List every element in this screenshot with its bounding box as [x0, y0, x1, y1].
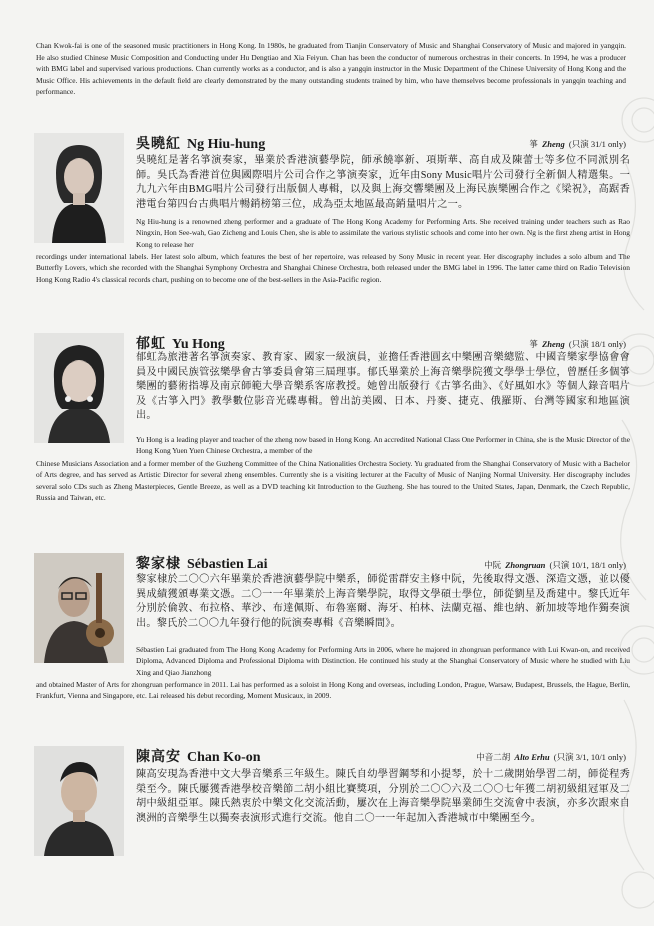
performer-name: 郁虹 Yu Hong — [136, 337, 225, 352]
bio-english-part-2: Chinese Musicians Association and a former member of the Guzheng Committee of the China Nationalities Orchestra Society. Yu graduated from the Shanghai Conservatory of Music with a Bachelor of Arts degree, and has served as Artistic Director for several zheng ensembles. Currently she is a visiting lecturer at the Faculty of Music of Nanjing Normal University. Her discography includes several solo CDs such as Zheng Masterpieces, Gentle Breeze, as well as a DVD teaching kit Introduction to the Guzheng. She has toured to the United States, Japan, Denmark, the Czech Republic, Russia and Taiwan, etc. — [36, 459, 630, 503]
bio-english-part-2: recordings under international labels. Her latest solo album, which features the best of her repertoire, was released by Sony Music in recent year. Her discography includes a solo album and The Butterfly Lovers, which she recorded with the Shanghai Symphony Orchestra and Shanghai Chinese Orchestra, both released under the BMG label in 1996. The latter came third on Radio Television Hong Kong Radio 4's classical records chart, pushing on to become one of the best-sellers in the Asia-Pacific region. — [36, 252, 630, 284]
portrait-photo — [34, 133, 124, 243]
bio-chinese: 郁虹為旅港著名箏演奏家、教育家、國家一級演員，並擔任香港圓玄中樂團音樂總監、中國音樂家學協會會員及中國民族管弦樂學會古箏委員會第三屆理事。郁氏畢業於上海音樂學院獲文學學士學位，曾歷任多個箏樂團的藝術指導及南京師範大學音樂系客席教授。她曾出版發行《古箏名曲》、《好風如水》等個人錄音唱片及《古箏入門》教學數位影音光碟專輯。曾出訪美國、日本、丹麥、捷克、俄羅斯、台灣等國家和地區演出。 — [136, 352, 630, 422]
bio-chinese: 黎家棣於二〇〇六年畢業於香港演藝學院中樂系，師從雷群安主修中阮，先後取得文憑、深造文憑，並以優異成績獲頒專業文憑。二〇一一年畢業於上海音樂學院，取得文學碩士學位，師從劉星及喬建中。黎氏近年分別於倫敦、布拉格、華沙、布達佩斯、布魯塞爾、海牙、柏林、法蘭克福、維也納、新加坡等地作獨奏演出。黎氏於二〇〇九年發行他的阮演奏專輯《音樂瞬間》。 — [136, 574, 630, 629]
instrument-label: 中音二胡 Alto Erhu (只演 3/1, 10/1 only) — [476, 752, 626, 762]
bio-chinese: 吳曉紅是著名箏演奏家，畢業於香港演藝學院，師承饒寧新、項斯華、高自成及陳蕾士等多位不同派別名師。吳氏為香港首位與國際唱片公司合作之箏演奏家，近年由Sony Music唱片公司發行全新個人精選集。一九九六年由BMG唱片公司發行出版個人專輯，以及與上海交響樂團及上海民族樂團合作之《梁祝》，高踞香港電台第四台古典唱片暢銷榜第三位，成為亞太地區最高銷量唱片之一。 — [136, 155, 630, 210]
portrait-photo — [34, 333, 124, 443]
intro-paragraph: Chan Kwok-fai is one of the seasoned music practitioners in Hong Kong. In 1980s, he graduated from Tianjin Conservatory of Music and Shanghai Conservatory of Music and majored in yangqin. He also studied Chinese Music Composition and Conducting under Hu Dengtiao and Xia Feiyun. Chan has been the conductor of numerous orchestras in their concerts. In 1994, he was a producer with BMG label and supervised various productions. Chan currently works as a conductor, and is also a yangqin instructor in the Music Department of the Chinese University of Hong Kong and the Music Office. His achievements in the default field are clearly demonstrated by the many outstanding students trained by him, who have themselves become professionals in yangqin teaching and performance. — [36, 41, 626, 97]
performer-name: 陳高安 Chan Ko-on — [136, 750, 261, 765]
bio-english-part-1: Sébastien Lai graduated from The Hong Kong Academy for Performing Arts in 2006, where he majored in zhongruan performance with Lui Kwan-on, and received Diploma, Advanced Diploma and Professional Diploma with Distinction. He continued his study at the Shanghai Conservatory of Music where he studied with Liu Xing and Qiao Jianzhong — [136, 645, 630, 677]
bio-chinese: 陳高安現為香港中文大學音樂系三年級生。陳氏自幼學習鋼琴和小提琴，於十二歲開始學習二胡，師從程秀榮至今。陳氏屢獲香港學校音樂節二胡小組比賽獎項，分別於二〇〇六及二〇〇七年獲二胡初級組冠軍及二胡中級組亞軍。陳氏熱衷於中樂文化交流活動，屢次在上海音樂學院畢業師生交流會中表演，亦多次跟來自澳洲的音樂學生以獨奏表演形式進行交流。他自二〇一一年起加入香港城市中樂團至今。 — [136, 769, 630, 824]
performer-name: 黎家棣 Sébastien Lai — [136, 557, 268, 572]
instrument-label: 箏 Zheng (只演 18/1 only) — [529, 339, 626, 349]
bio-english-part-1: Ng Hiu-hung is a renowned zheng performer and a graduate of The Hong Kong Academy for Performing Arts. She received training under teachers such as Rao Ningxin, Hon See-wah, Gao Zicheng and Louis Chen, she is able to assimilate the various stylistic schools and come into her own. Ng is the first zheng artist in Hong Kong to release her — [136, 217, 630, 249]
bio-english-part-2: and obtained Master of Arts for zhongruan performance in 2011. Lai has performed as a soloist in Hong Kong and overseas, including London, Prague, Warsaw, Budapest, Brussels, the Hague, Berlin, Frankfurt, Vienna and Singapore, etc. Lai released his debut recording, Moment Musicaux, in 2009. — [36, 680, 630, 701]
portrait-photo — [34, 553, 124, 663]
instrument-label: 箏 Zheng (只演 31/1 only) — [529, 139, 626, 149]
bio-english-part-1: Yu Hong is a leading player and teacher of the zheng now based in Hong Kong. An accredited National Class One Performer in China, she is the Music Director of the Hong Kong Yuen Yuen Chinese Orchestra, a member of the — [136, 435, 630, 456]
performer-name: 吳曉紅 Ng Hiu-hung — [136, 137, 266, 152]
instrument-label: 中阮 Zhongruan (只演 10/1, 18/1 only) — [484, 560, 626, 570]
portrait-photo — [34, 746, 124, 856]
